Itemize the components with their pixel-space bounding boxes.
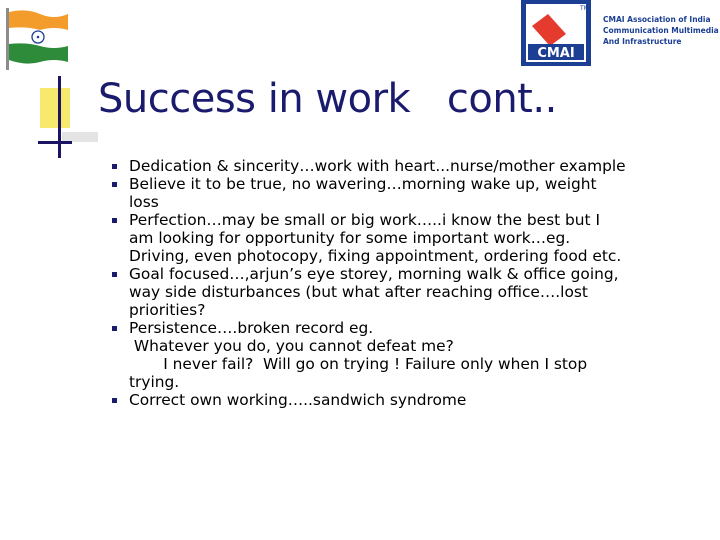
bullet-text: Goal focused…,arjun’s eye storey, morning walk & office going, way side disturbances (but what after reaching office….lost priorities?: [129, 265, 619, 319]
title-decoration-horizontal-line: [38, 141, 72, 144]
bullet-item: [112, 319, 712, 391]
bullet-item: [112, 157, 712, 175]
square-bullet-icon: [112, 326, 117, 331]
bullet-text: Dedication & sincerity…work with heart...nurse/mother example: [129, 157, 626, 175]
bullet-item: [112, 211, 712, 265]
bullet-list: [112, 157, 712, 409]
title-decoration-square: [40, 88, 70, 128]
bullet-item: [112, 175, 712, 211]
square-bullet-icon: [112, 398, 117, 403]
cmai-mark-text: CMAI: [537, 46, 575, 61]
slide-title: Success in work cont..: [98, 76, 557, 122]
cmai-logo-text: [603, 14, 720, 47]
square-bullet-icon: [112, 218, 117, 223]
logo-line-1: CMAI Association of India: [603, 15, 711, 24]
square-bullet-icon: [112, 272, 117, 277]
bullet-text: Correct own working…..sandwich syndrome: [129, 391, 467, 409]
cmai-emblem-icon: [526, 4, 586, 62]
logo-line-3: And Infrastructure: [603, 37, 682, 46]
cmai-logo-mark: [521, 0, 591, 66]
trademark-label: TM: [580, 5, 589, 12]
title-decoration-vertical-line: [58, 76, 61, 158]
square-bullet-icon: [112, 164, 117, 169]
bullet-text: Believe it to be true, no wavering…morning wake up, weight loss: [129, 175, 597, 211]
bullet-item: [112, 391, 712, 409]
indian-flag-icon: [6, 8, 68, 70]
bullet-text: Persistence….broken record eg. Whatever you do, you cannot defeat me? I never fail? Will go on trying ! Failure only when I stop trying.: [129, 319, 588, 391]
square-bullet-icon: [112, 182, 117, 187]
logo-line-2: Communication Multimedia: [603, 26, 719, 35]
cmai-logo: [521, 0, 720, 66]
bullet-text: Perfection…may be small or big work…..i know the best but I am looking for opportunity for some important work…eg. Driving, even photocopy, fixing appointment, ordering food etc.: [129, 211, 622, 265]
bullet-item: [112, 265, 712, 319]
